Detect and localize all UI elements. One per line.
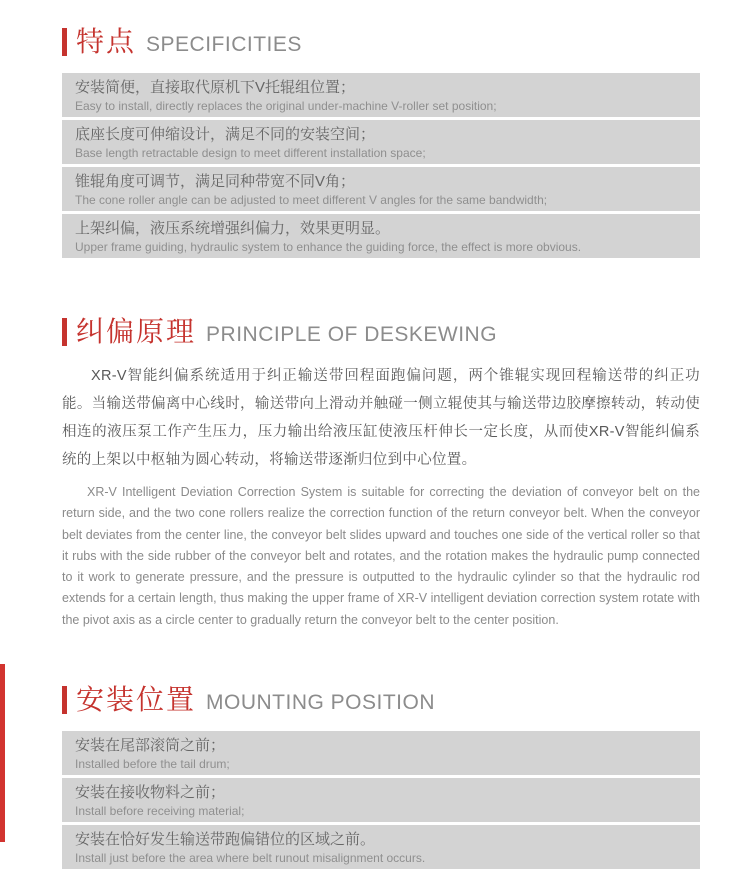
feature-text-en: Upper frame guiding, hydraulic system to enhance the guiding force, the effect is more obvious. xyxy=(75,240,582,254)
mounting-item xyxy=(62,778,700,822)
mounting-text-zh: 安装在尾部滚筒之前； xyxy=(75,737,226,755)
mounting-item xyxy=(62,731,700,775)
principle-paragraph-en: XR-V Intelligent Deviation Correction System is suitable for correcting the deviation of conveyor belt on the return side, and the two cone rollers realize the correction function of the return conveyor belt. When the conveyor belt deviates from the center line, the conveyor belt slides upward and touches one side of the vertical roller so that it rubs with the side rubber of the conveyor belt and rotates, and the rotation makes the hydraulic pump connected to it work to generate pressure, and the pressure is outputted to the hydraulic cylinder so that the hydraulic rod extends for a certain length, thus making the upper frame of XR-V intelligent deviation correction system rotate with the pivot axis as a circle center to gradually return the conveyor belt to the center position. xyxy=(62,485,700,627)
section-title-en: PRINCIPLE OF DESKEWING xyxy=(206,323,498,346)
section-principle xyxy=(62,318,700,631)
section-specificities xyxy=(62,28,700,258)
feature-text-zh: 底座长度可伸缩设计，满足不同的安装空间； xyxy=(75,126,376,143)
mounting-item xyxy=(62,825,700,869)
feature-item xyxy=(62,73,700,117)
header-accent-bar xyxy=(62,28,67,56)
feature-item xyxy=(62,120,700,164)
feature-list xyxy=(62,73,700,258)
mounting-text-en: Install just before the area where belt runout misalignment occurs. xyxy=(75,851,426,866)
mounting-text-zh: 安装在接收物料之前； xyxy=(75,784,226,802)
section-title-zh: 纠偏原理 xyxy=(76,316,197,347)
section-principle-header xyxy=(62,318,700,346)
feature-text-zh: 上架纠偏，液压系统增强纠偏力，效果更明显。 xyxy=(75,220,391,237)
mounting-text-zh: 安装在恰好发生输送带跑偏错位的区域之前。 xyxy=(75,831,376,849)
header-accent-bar xyxy=(62,686,67,714)
header-accent-bar xyxy=(62,318,67,346)
feature-text-en: The cone roller angle can be adjusted to meet different V angles for the same bandwidth; xyxy=(75,193,548,207)
left-edge-accent-strip xyxy=(0,664,5,842)
section-specificities-header xyxy=(62,28,700,56)
feature-item xyxy=(62,214,700,258)
principle-paragraph-zh: XR-V智能纠偏系统适用于纠正输送带回程面跑偏问题，两个锥辊实现回程输送带的纠正功能。当输送带偏离中心线时，输送带向上滑动并触碰一侧立辊使其与输送带边胶摩擦转动，转动使相连的液压泵工作产生压力，压力输出给液压缸使液压杆伸长一定长度，从而使XR-V智能纠偏系统的上架以中枢轴为圆心转动，将输送带逐渐归位到中心位置。 xyxy=(62,368,700,468)
mounting-text-en: Installed before the tail drum; xyxy=(75,757,230,772)
section-mounting xyxy=(62,686,700,869)
feature-text-zh: 锥辊角度可调节，满足同种带宽不同V角； xyxy=(75,173,356,190)
section-title-zh: 特点 xyxy=(76,26,137,57)
feature-item xyxy=(62,167,700,211)
feature-text-en: Easy to install, directly replaces the original under-machine V-roller set position; xyxy=(75,99,497,113)
mounting-text-en: Install before receiving material; xyxy=(75,804,245,819)
section-mounting-header xyxy=(62,686,700,714)
mounting-list xyxy=(62,731,700,869)
feature-text-zh: 安装简便，直接取代原机下V托辊组位置； xyxy=(75,79,356,96)
feature-text-en: Base length retractable design to meet different installation space; xyxy=(75,146,426,160)
page-content xyxy=(62,0,700,872)
section-title-en: MOUNTING POSITION xyxy=(206,691,436,715)
section-title-zh: 安装位置 xyxy=(76,684,197,716)
section-title-en: SPECIFICITIES xyxy=(146,33,302,56)
